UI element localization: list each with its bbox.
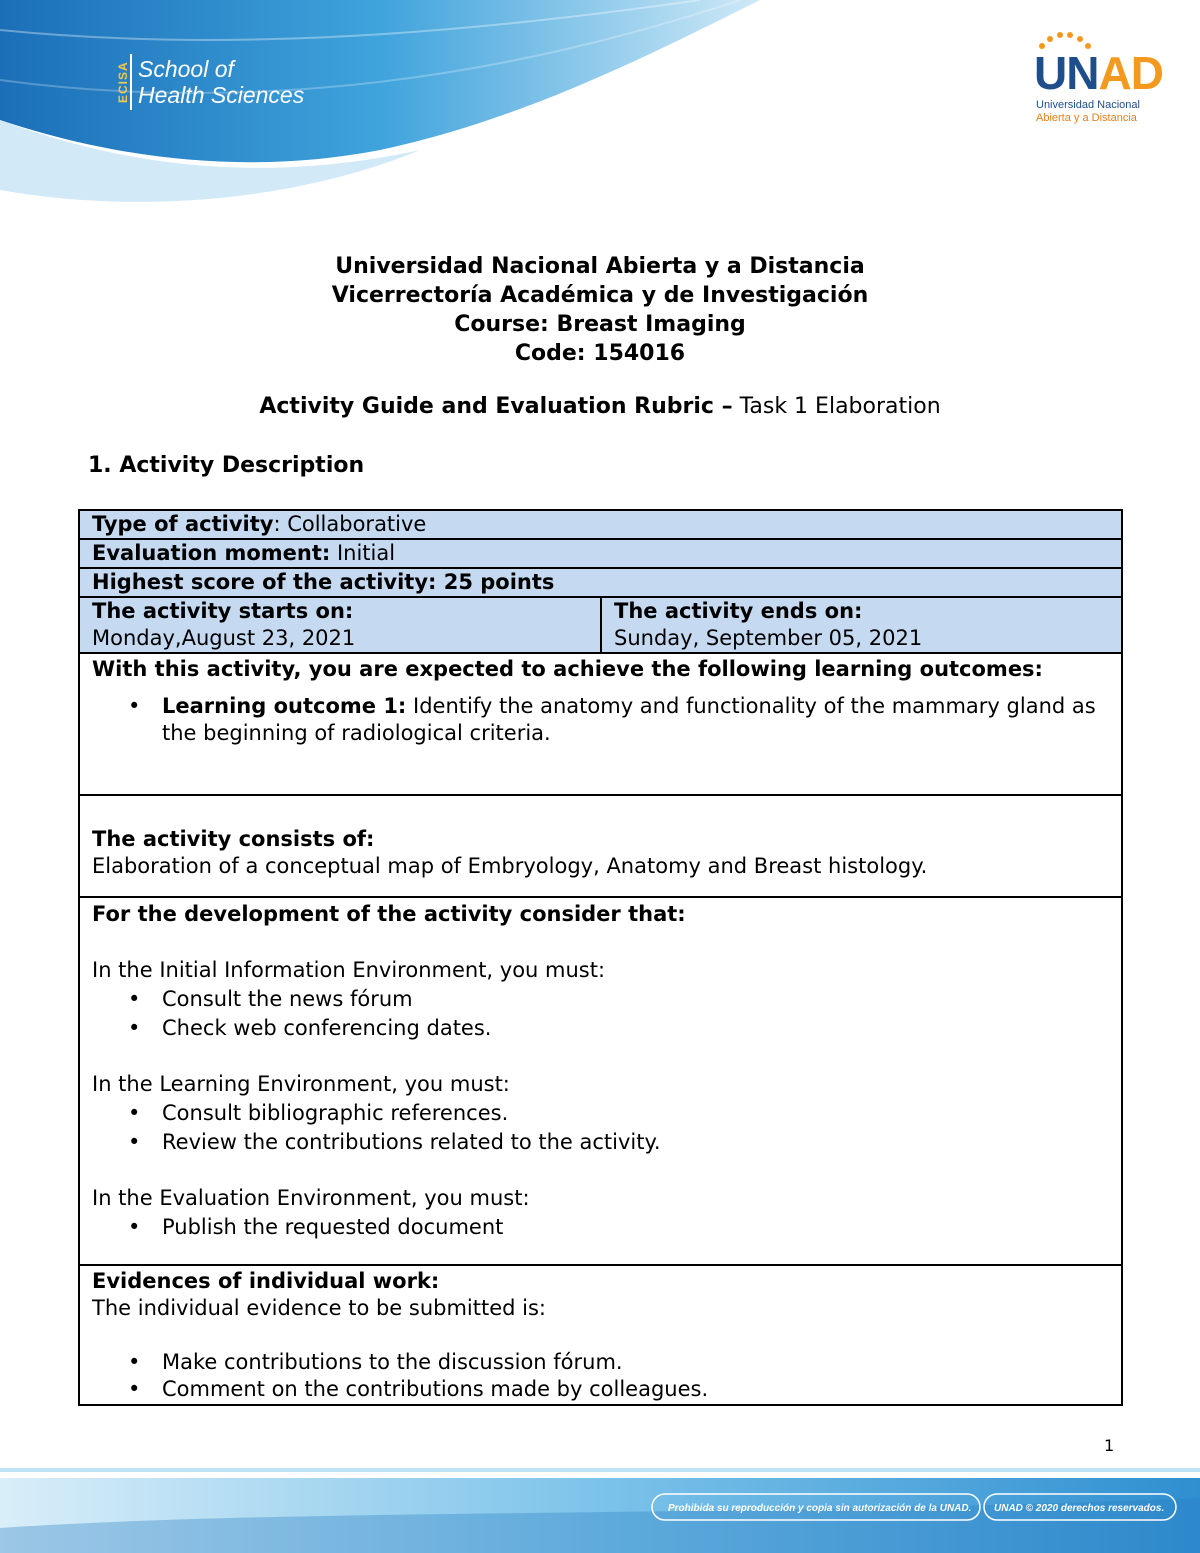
list-item: • Comment on the contributions made by colleagues. — [162, 1376, 1109, 1403]
list-item: • Check web conferencing dates. — [162, 1014, 1109, 1043]
header-banner — [0, 0, 1200, 240]
evidence-text: The individual evidence to be submitted is: — [92, 1296, 547, 1320]
evidence-list — [92, 1349, 1109, 1403]
list-item: • Publish the requested document — [162, 1213, 1109, 1242]
footer-notice: Prohibida su reproducción y copia sin autorización de la UNAD. — [668, 1503, 972, 1514]
activity-description-table — [78, 509, 1123, 1406]
section-heading: 1. Activity Description — [88, 453, 365, 478]
evaluation-moment-row: Evaluation moment: Initial — [79, 539, 1122, 568]
page-number: 1 — [1104, 1436, 1115, 1455]
activity-consists-cell — [79, 795, 1122, 897]
type-row: Type of activity: Collaborative — [79, 510, 1122, 539]
learning-outcomes-cell — [79, 653, 1122, 795]
unad-subtitle-1: Universidad Nacional — [1036, 99, 1140, 111]
development-heading: For the development of the activity consider that: — [92, 902, 686, 926]
consists-heading: The activity consists of: — [92, 827, 375, 851]
unad-logo — [1028, 30, 1163, 130]
highest-score-row: Highest score of the activity: 25 points — [79, 568, 1122, 597]
title-course: Course: Breast Imaging — [454, 312, 746, 337]
unad-wordmark: UNAD — [1034, 47, 1163, 99]
ecisa-label: ECISA — [112, 54, 132, 110]
school-name — [132, 56, 304, 108]
title-university: Universidad Nacional Abierta y a Distancia — [335, 254, 865, 279]
outcomes-heading: With this activity, you are expected to achieve the following learning outcomes: — [92, 657, 1043, 681]
learning-env-label: In the Learning Environment, you must: — [92, 1072, 510, 1096]
start-date-cell — [79, 597, 601, 653]
footer-copyright: UNAD © 2020 derechos reservados. — [994, 1503, 1165, 1514]
title-code: Code: 154016 — [514, 341, 686, 366]
initial-env-label: In the Initial Information Environment, you must: — [92, 958, 606, 982]
learning-env-list — [92, 1099, 1109, 1157]
evidence-heading: Evidences of individual work: — [92, 1269, 440, 1293]
evaluation-env-list — [92, 1213, 1109, 1242]
list-item: • Consult bibliographic references. — [162, 1099, 1109, 1128]
end-value: Sunday, September 05, 2021 — [614, 626, 923, 650]
start-label: The activity starts on: — [92, 599, 354, 623]
title-vicerrectoria: Vicerrectoría Académica y de Investigación — [331, 283, 869, 308]
outcomes-list — [92, 693, 1109, 747]
initial-env-list — [92, 985, 1109, 1043]
guide-title-bold: Activity Guide and Evaluation Rubric – — [259, 394, 733, 419]
school-line1: School of — [138, 56, 234, 82]
school-logo — [112, 52, 304, 112]
end-label: The activity ends on: — [614, 599, 863, 623]
list-item: • Consult the news fórum — [162, 985, 1109, 1014]
evaluation-env-label: In the Evaluation Environment, you must: — [92, 1186, 530, 1210]
start-value: Monday,August 23, 2021 — [92, 626, 356, 650]
list-item: • Make contributions to the discussion fórum. — [162, 1349, 1109, 1376]
guide-title — [0, 394, 1200, 419]
development-cell — [79, 897, 1122, 1265]
end-date-cell — [601, 597, 1122, 653]
guide-title-normal: Task 1 Elaboration — [732, 394, 941, 419]
consists-text: Elaboration of a conceptual map of Embryology, Anatomy and Breast histology. — [92, 854, 928, 878]
list-item: • Learning outcome 1: Identify the anatomy and functionality of the mammary gland as the beginning of radiological criteria. — [162, 693, 1109, 747]
school-line2: Health Sciences — [138, 82, 305, 108]
evidences-cell — [79, 1265, 1122, 1405]
document-title-block — [0, 252, 1200, 368]
list-item: • Review the contributions related to the activity. — [162, 1128, 1109, 1157]
unad-subtitle-2: Abierta y a Distancia — [1036, 112, 1137, 124]
